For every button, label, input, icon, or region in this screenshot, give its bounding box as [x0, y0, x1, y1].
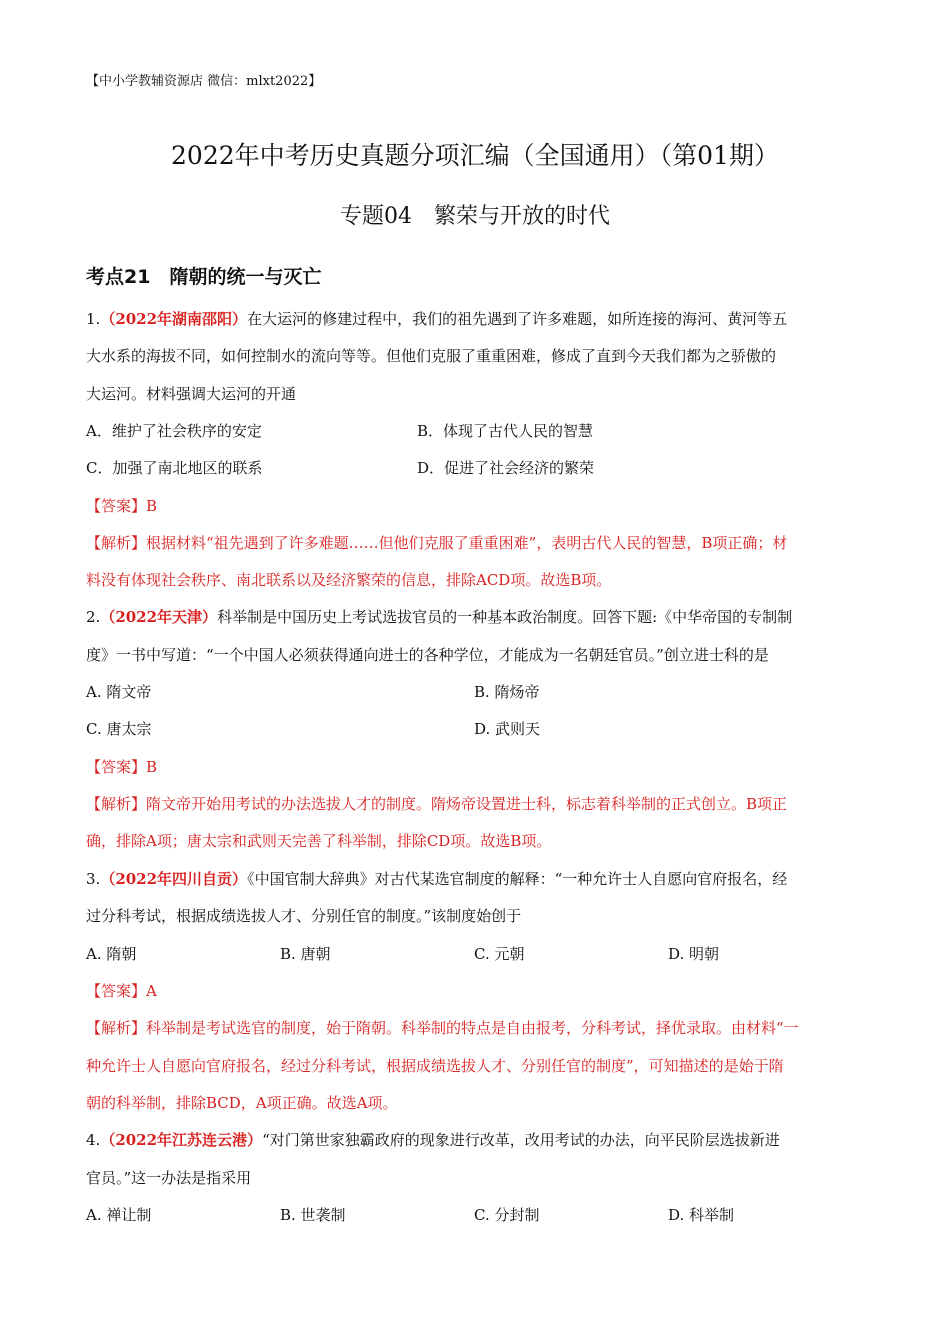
q1-explanation-1: 【解析】根据材料“祖先遇到了许多难题……但他们克服了重重困难”，表明古代人民的智慧，B项正确；材 [86, 534, 788, 552]
q3-option-c: C. 元朝 [474, 945, 525, 963]
q2-number: 2. [86, 608, 101, 626]
q3-text-1: 《中国官制大辞典》对古代某选官制度的解释：“一种允许士人自愿向官府报名，经 [247, 870, 788, 888]
q2-line-2: 度》一书中写道：“一个中国人必须获得通向进士的各种学位，才能成为一名朝廷官员。”创立进士科的是 [86, 646, 769, 664]
q2-answer: 【答案】B [86, 758, 158, 776]
q1-option-b: B．体现了古代人民的智慧 [417, 422, 594, 440]
header-note: 【中小学教辅资源店 微信：mlxt2022】 [86, 74, 322, 89]
q4-number: 4. [86, 1131, 101, 1149]
document-title: 2022年中考历史真题分项汇编（全国通用）（第01期） [171, 141, 779, 170]
q1-explanation-2: 料没有体现社会秩序、南北联系以及经济繁荣的信息，排除ACD项。故选B项。 [86, 571, 612, 589]
q3-answer: 【答案】A [86, 982, 157, 1000]
q3-number: 3. [86, 870, 101, 888]
document-subtitle: 专题04 繁荣与开放的时代 [340, 204, 610, 229]
q2-explanation-1: 【解析】隋文帝开始用考试的办法选拔人才的制度。隋炀帝设置进士科，标志着科举制的正式创立。B项正 [86, 795, 788, 813]
q2-explanation-2: 确，排除A项；唐太宗和武则天完善了科举制，排除CD项。故选B项。 [86, 832, 552, 850]
q1-source: （2022年湖南邵阳） [100, 310, 248, 328]
q3-explanation-3: 朝的科举制，排除BCD，A项正确。故选A项。 [86, 1094, 398, 1112]
section-heading: 考点21 隋朝的统一与灭亡 [86, 266, 322, 288]
q2-option-b: B. 隋炀帝 [474, 683, 540, 701]
q1-line-2: 大水系的海拔不同，如何控制水的流向等等。但他们克服了重重困难，修成了直到今天我们都为之骄傲的 [86, 347, 777, 365]
q1-option-d: D．促进了社会经济的繁荣 [417, 459, 595, 477]
q4-line-1 [86, 1130, 780, 1150]
q4-line-2: 官员。”这一办法是指采用 [86, 1169, 252, 1187]
q2-text-1: 科举制是中国历史上考试选拔官员的一种基本政治制度。回答下题:《中华帝国的专制制 [217, 608, 793, 626]
q4-text-1: “对门第世家独霸政府的现象进行改革，改用考试的办法，向平民阶层选拔新进 [262, 1131, 780, 1149]
q2-line-1 [86, 607, 792, 627]
q1-number: 1. [86, 310, 101, 328]
q3-source: （2022年四川自贡） [100, 870, 248, 888]
q1-line-3: 大运河。材料强调大运河的开通 [86, 385, 297, 403]
q1-line-1 [86, 309, 787, 329]
q1-option-a: A．维护了社会秩序的安定 [86, 422, 262, 440]
q2-option-a: A. 隋文帝 [86, 683, 152, 701]
q3-line-2: 过分科考试，根据成绩选拔人才、分别任官的制度。”该制度始创于 [86, 907, 522, 925]
q3-explanation-1: 【解析】科举制是考试选官的制度，始于隋朝。科举制的特点是自由报考，分科考试，择优录取。由材料“一 [86, 1019, 799, 1037]
q3-option-a: A. 隋朝 [86, 945, 137, 963]
q3-option-d: D. 明朝 [668, 945, 720, 963]
q2-source: （2022年天津） [100, 608, 218, 626]
q4-option-c: C. 分封制 [474, 1206, 540, 1224]
q2-option-c: C. 唐太宗 [86, 720, 152, 738]
q3-line-1 [86, 869, 787, 889]
q1-option-c: C．加强了南北地区的联系 [86, 459, 263, 477]
q1-answer: 【答案】B [86, 497, 158, 515]
q4-option-a: A. 禅让制 [86, 1206, 152, 1224]
q3-option-b: B. 唐朝 [280, 945, 331, 963]
q2-option-d: D. 武则天 [474, 720, 541, 738]
q3-explanation-2: 种允许士人自愿向官府报名，经过分科考试，根据成绩选拔人才、分别任官的制度”，可知描述的是始于隋 [86, 1057, 784, 1075]
q4-option-b: B. 世袭制 [280, 1206, 346, 1224]
q1-text-1: 在大运河的修建过程中，我们的祖先遇到了许多难题，如所连接的海河、黄河等五 [247, 310, 788, 328]
q4-option-d: D. 科举制 [668, 1206, 735, 1224]
q4-source: （2022年江苏连云港） [100, 1131, 263, 1149]
